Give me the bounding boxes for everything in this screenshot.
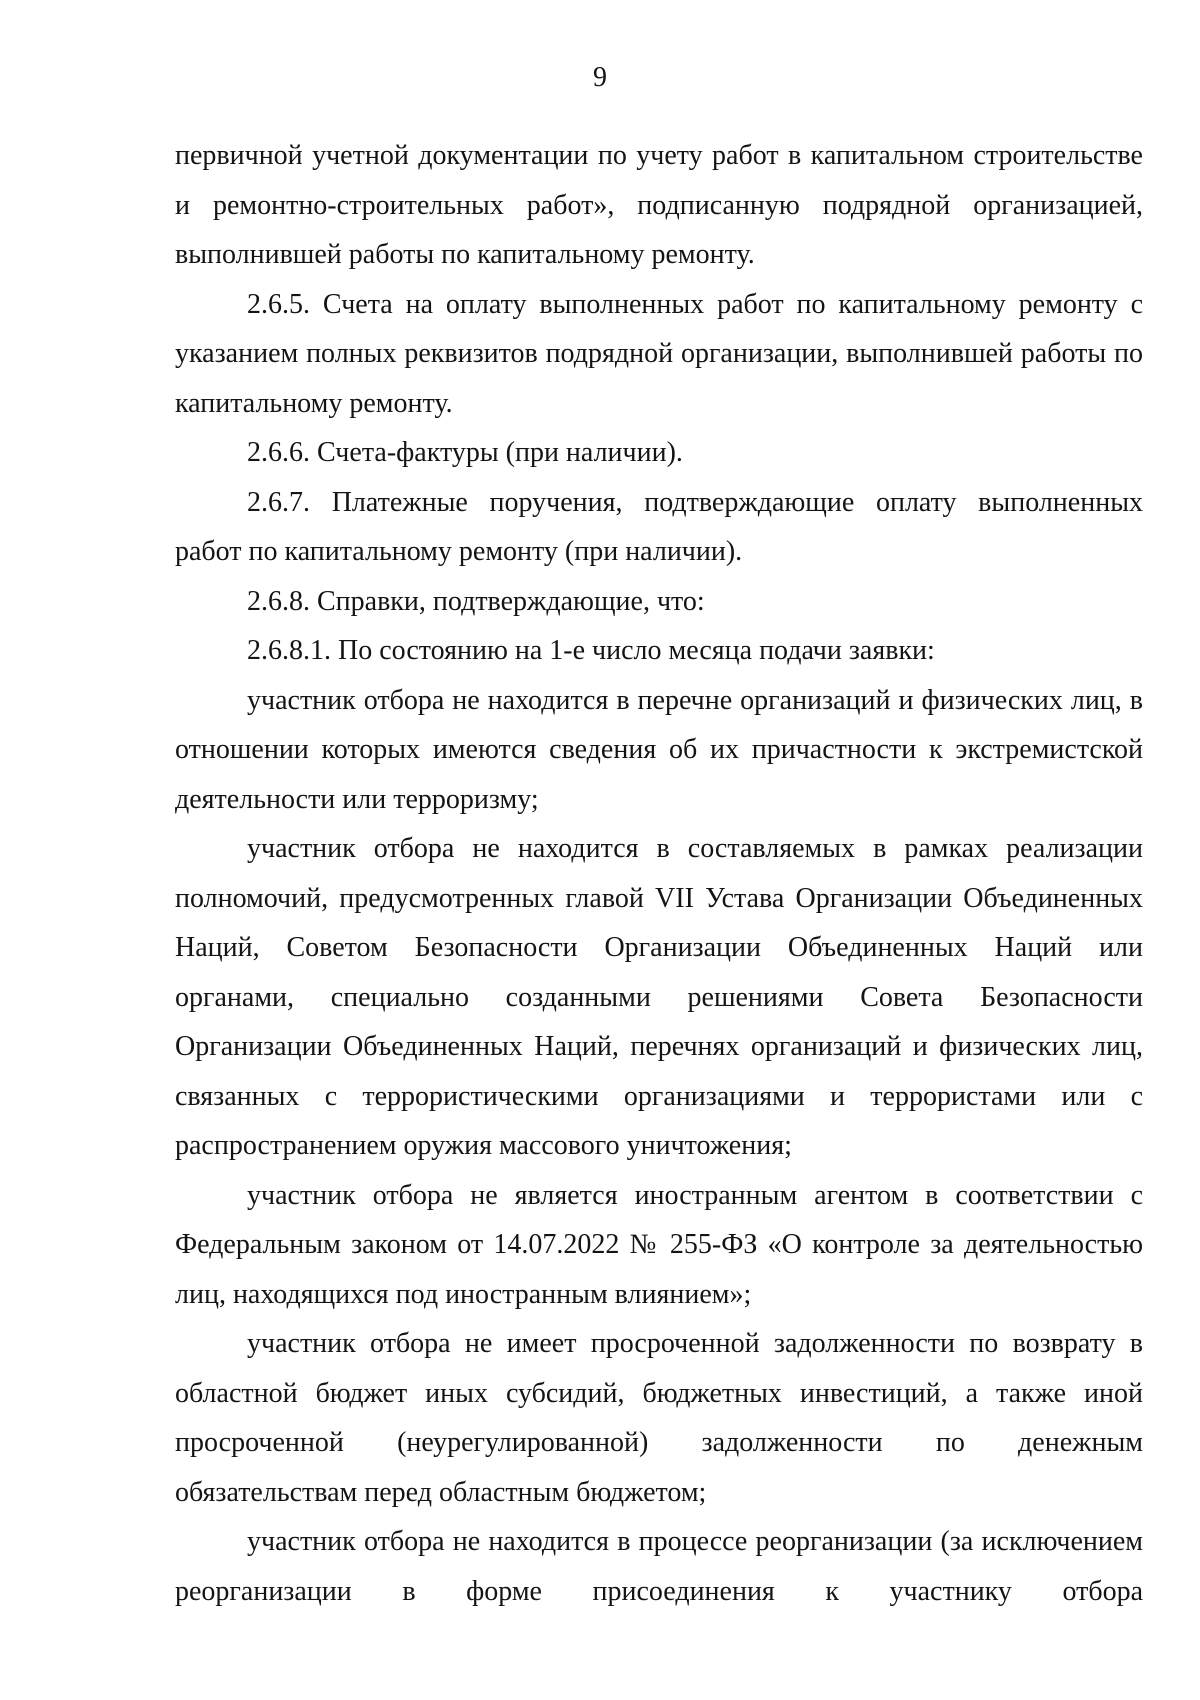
paragraph-2-6-8-1: 2.6.8.1. По состоянию на 1-е число месяца подачи заявки:	[247, 635, 935, 666]
paragraph-2-6-6: 2.6.6. Счета-фактуры (при наличии).	[247, 437, 683, 468]
page-number: 9	[593, 62, 607, 93]
paragraph-2-6-5: 2.6.5. Счета на оплату выполненных работ по капитальному ремонту с указанием полных реквизитов подрядной организации, выполнившей работы по капитальному ремонту.	[175, 288, 1143, 419]
paragraph-foreign-agent: участник отбора не является иностранным агентом в соответствии с Федеральным законом от 14.07.2022 № 255-ФЗ «О контроле за деятельностью лиц, находящихся под иностранным влиянием»;	[175, 1179, 1143, 1310]
paragraph-reorganization: участник отбора не находится в процессе реорганизации (за исключением реорганизации в форме присоединения к участнику отбора	[175, 1526, 1143, 1607]
paragraph-budget-debt: участник отбора не имеет просроченной задолженности по возврату в областной бюджет иных субсидий, бюджетных инвестиций, а также иной просроченной (неурегулированной) задолженности по денежным обязательствам перед областным бюджетом;	[175, 1328, 1143, 1508]
document-body	[175, 131, 1143, 1616]
paragraph-extremism-list: участник отбора не находится в перечне организаций и физических лиц, в отношении которых имеются сведения об их причастности к экстремистской деятельности или терроризму;	[175, 684, 1143, 815]
paragraph-2-6-7: 2.6.7. Платежные поручения, подтверждающие оплату выполненных работ по капитальному ремонту (при наличии).	[175, 486, 1143, 567]
paragraph-2-6-8: 2.6.8. Справки, подтверждающие, что:	[247, 585, 705, 617]
paragraph-un-sanctions-list: участник отбора не находится в составляемых в рамках реализации полномочий, предусмотренных главой VII Устава Организации Объединенных Наций, Советом Безопасности Организации Объединенных Наций или органами, специально созданными решениями Совета Безопасности Организации Объединенных Наций, перечнях организаций и физических лиц, связанных с террористическими организациями и террористами или с распространением оружия массового уничтожения;	[175, 833, 1143, 1161]
paragraph-continuation: первичной учетной документации по учету работ в капитальном строительстве и ремонтно-строительных работ», подписанную подрядной организацией, выполнившей работы по капитальному ремонту.	[175, 140, 1143, 270]
